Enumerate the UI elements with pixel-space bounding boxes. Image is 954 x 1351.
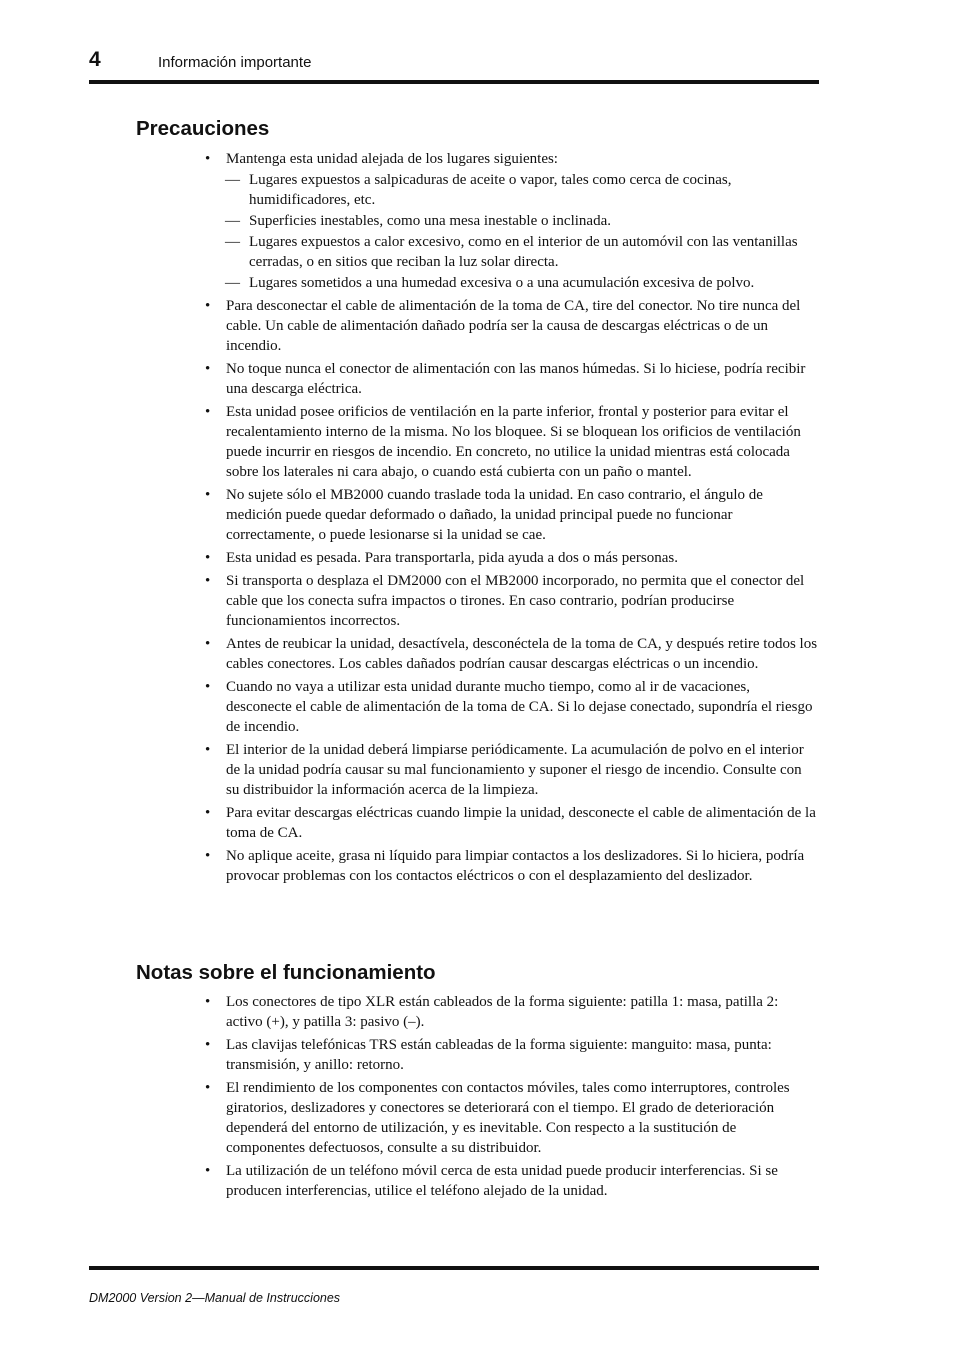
sub-list: [226, 170, 818, 293]
list-item: • No toque nunca el conector de alimentación con las manos húmedas. Si lo hiciese, podría recibir una descarga eléctrica.: [226, 359, 818, 399]
sub-list-item: — Lugares expuestos a calor excesivo, como en el interior de un automóvil con las ventanillas cerradas, o en sitios que reciban la luz solar directa.: [249, 232, 818, 272]
list-item: • Esta unidad es pesada. Para transportarla, pida ayuda a dos o más personas.: [226, 548, 818, 568]
list-item: • El interior de la unidad deberá limpiarse periódicamente. La acumulación de polvo en el interior de la unidad podría causar su mal funcionamiento y suponer el riesgo de incendio. Consulte con su distribuidor la información acerca de la limpieza.: [226, 740, 818, 800]
precautions-list: [226, 149, 818, 889]
list-item: • No aplique aceite, grasa ni líquido para limpiar contactos a los deslizadores. Si lo hiciera, podría provocar problemas con los contactos eléctricos o con el desplazamiento del deslizador.: [226, 846, 818, 886]
list-item-text: Mantenga esta unidad alejada de los lugares siguientes:: [226, 151, 558, 167]
list-item: • El rendimiento de los componentes con contactos móviles, tales como interruptores, controles giratorios, deslizadores y conectores se deteriorará con el tiempo. El grado de deterioración dependerá del entorno de utilización, y es inevitable. Con respecto a la sustitución de componentes defectuosos, consulte a su distribuidor.: [226, 1078, 818, 1158]
footer-text: DM2000 Version 2—Manual de Instrucciones: [89, 1291, 341, 1305]
header-title: Información importante: [158, 54, 312, 71]
list-item: • La utilización de un teléfono móvil cerca de esta unidad puede producir interferencias. Si se producen interferencias, utilice el teléfono alejado de la unidad.: [226, 1161, 818, 1201]
list-item: • Las clavijas telefónicas TRS están cableadas de la forma siguiente: manguito: masa, punta: transmisión, y anillo: retorno.: [226, 1035, 818, 1075]
sub-list-item: — Lugares sometidos a una humedad excesiva o a una acumulación excesiva de polvo.: [249, 273, 818, 293]
list-item: • Esta unidad posee orificios de ventilación en la parte inferior, frontal y posterior para evitar el recalentamiento interno de la misma. No los bloquee. Si se bloquean los orificios de ventilación puede incurrir en riesgos de incendio. En concreto, no utilice la unidad mientras está colocada sobre los laterales ni cara abajo, o cuando está cubierta con un paño o mantel.: [226, 402, 818, 482]
list-item: • Para desconectar el cable de alimentación de la toma de CA, tire del conector. No tire nunca del cable. Un cable de alimentación dañado podría ser la causa de descargas eléctricas o de un incendio.: [226, 296, 818, 356]
sub-list-item: — Superficies inestables, como una mesa inestable o inclinada.: [249, 211, 818, 231]
list-item: • Para evitar descargas eléctricas cuando limpie la unidad, desconecte el cable de alimentación de la toma de CA.: [226, 803, 818, 843]
operation-notes-list: [226, 992, 818, 1204]
list-item: • Antes de reubicar la unidad, desactívela, desconéctela de la toma de CA, y después retire todos los cables conectores. Los cables dañados podrían causar descargas eléctricas o un incendio.: [226, 634, 818, 674]
section-heading-notas: Notas sobre el funcionamiento: [136, 961, 436, 984]
list-item: • Si transporta o desplaza el DM2000 con el MB2000 incorporado, no permita que el conector del cable que los conecta sufra impactos o tirones. En caso contrario, podrían producirse funcionamientos incorrectos.: [226, 571, 818, 631]
footer-rule: [89, 1266, 819, 1270]
header-rule: [89, 80, 819, 84]
sub-list-item: — Lugares expuestos a salpicaduras de aceite o vapor, tales como cerca de cocinas, humidificadores, etc.: [249, 170, 818, 210]
list-item: [226, 149, 818, 293]
list-item: • No sujete sólo el MB2000 cuando traslade toda la unidad. En caso contrario, el ángulo de medición puede quedar deformado o dañado, la unidad principal puede no funcionar correctamente, o puede lesionarse si la unidad se cae.: [226, 485, 818, 545]
page-number: 4: [89, 48, 101, 71]
list-item: • Los conectores de tipo XLR están cableados de la forma siguiente: patilla 1: masa, patilla 2: activo (+), y patilla 3: pasivo (–).: [226, 992, 818, 1032]
section-heading-precauciones: Precauciones: [136, 117, 270, 140]
list-item: • Cuando no vaya a utilizar esta unidad durante mucho tiempo, como al ir de vacaciones, desconecte el cable de alimentación de la toma de CA. Si lo dejase conectado, supondría el riesgo de incendio.: [226, 677, 818, 737]
